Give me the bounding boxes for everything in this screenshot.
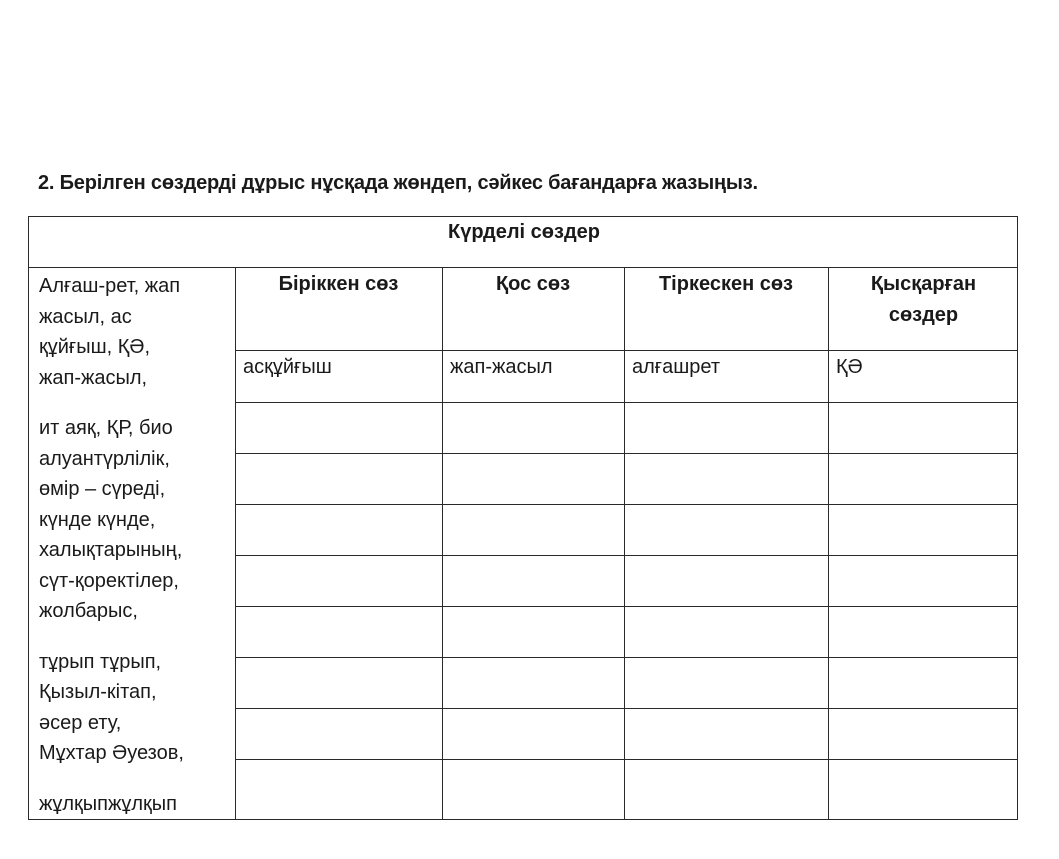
word-list-line: жасыл, ас	[39, 305, 132, 328]
table-divider	[442, 267, 443, 820]
word-list-line: тұрып тұрып,	[39, 650, 162, 673]
word-list-line: жұлқыпжұлқып	[39, 792, 178, 815]
column-header-abbreviation	[828, 269, 1018, 331]
word-list-line: халықтарының,	[39, 539, 183, 561]
word-list	[39, 271, 239, 819]
column-header-label: Қос сөз	[495, 273, 571, 295]
column-header-label: Тіркескен сөз	[658, 273, 794, 295]
word-list-line: күнде күнде,	[39, 508, 156, 531]
column-header-compound	[235, 269, 442, 300]
word-list-line: құйғыш, ҚӘ,	[39, 336, 151, 358]
table-divider	[235, 606, 1018, 607]
table-divider	[828, 267, 829, 820]
column-header-paired	[442, 269, 624, 300]
word-list-line: әсер ету,	[39, 711, 122, 734]
table-divider	[235, 759, 1018, 760]
column-header-phrase	[624, 269, 828, 300]
word-list-line: Мұхтар Әуезов,	[39, 742, 184, 764]
table-divider	[235, 350, 1018, 351]
table-divider	[235, 657, 1018, 658]
word-list-line: Алғаш-рет, жап	[39, 275, 181, 297]
table-main-header: Күрделі сөздер	[447, 221, 600, 243]
word-list-line: алуантүрлілік,	[39, 447, 170, 470]
complex-words-table	[28, 216, 1018, 820]
column-header-label: Біріккен сөз	[278, 273, 399, 295]
example-cell: алғашрет	[632, 356, 720, 378]
word-list-line: жолбарыс,	[39, 600, 138, 622]
word-list-line: сүт-қоректілер,	[39, 569, 179, 592]
table-divider	[235, 453, 1018, 454]
word-list-line: Қызыл-кітап,	[39, 681, 157, 703]
table-divider	[235, 555, 1018, 556]
table-divider	[29, 267, 1018, 268]
task-title: 2. Берілген сөздерді дұрыс нұсқада жөндеп, сәйкес бағандарға жазыңыз.	[38, 172, 758, 194]
table-divider	[624, 267, 625, 820]
table-divider	[235, 402, 1018, 403]
example-cell: ҚӘ	[836, 356, 863, 378]
example-cell: асқұйғыш	[243, 356, 332, 378]
example-cell: жап-жасыл	[450, 356, 553, 378]
word-list-line: ит аяқ, ҚР, био	[39, 417, 173, 439]
column-header-label: сөздер	[888, 304, 959, 326]
word-list-line: жап-жасыл,	[39, 366, 148, 389]
table-divider	[235, 504, 1018, 505]
table-divider	[235, 708, 1018, 709]
word-list-line: өмір – сүреді,	[39, 478, 166, 500]
column-header-label: Қысқарған	[870, 273, 977, 295]
